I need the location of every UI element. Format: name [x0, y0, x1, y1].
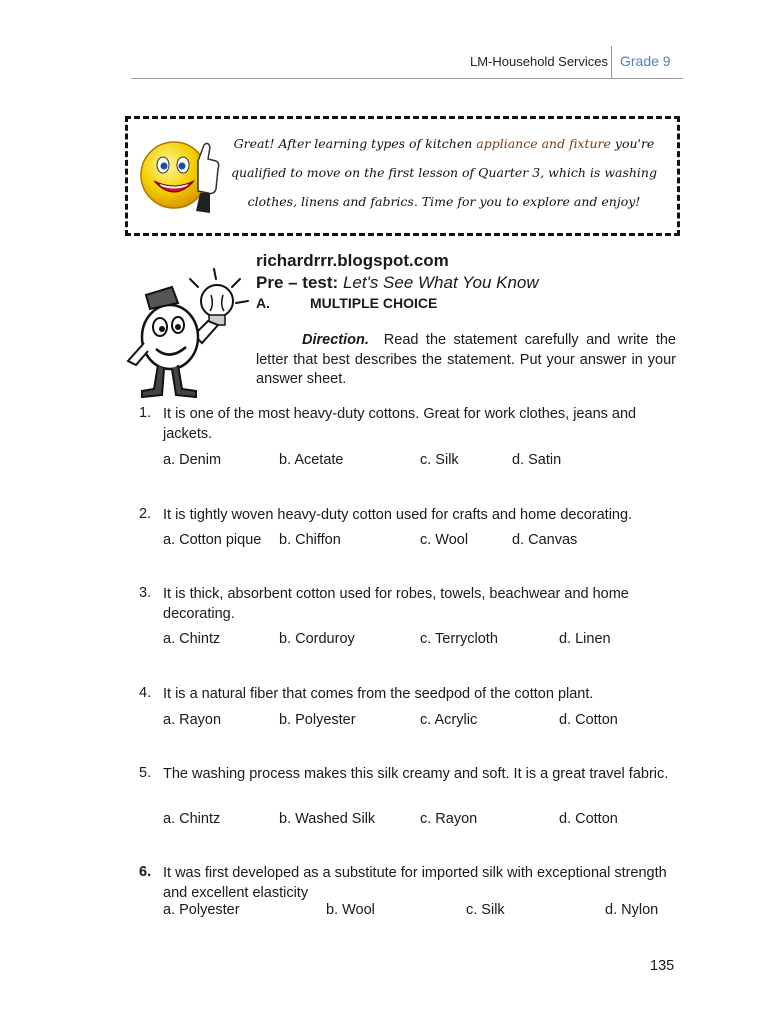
answer-option: a. Denim [163, 452, 222, 468]
pretest-label: Pre – test: [256, 273, 339, 292]
question-number: 4. [139, 685, 152, 701]
notice-line-3: clothes, linens and fabrics. Time for you to explore and enjoy! [247, 194, 641, 209]
pretest-title: Let's See What You Know [342, 273, 539, 292]
answer-option: c. Acrylic [420, 712, 478, 728]
answer-option: d. Canvas [512, 532, 578, 548]
section-heading [256, 295, 437, 311]
lightbulb-character-icon [122, 265, 252, 400]
answer-option: a. Chintz [163, 811, 221, 827]
question-number: 3. [139, 585, 152, 601]
answer-option: c. Silk [466, 902, 505, 918]
answer-option: a. Polyester [163, 902, 240, 918]
question-number: 1. [139, 405, 152, 421]
notice-line-2: qualified to move on the first lesson of Quarter 3, which is washing [231, 165, 657, 180]
website-url: richardrrr.blogspot.com [256, 251, 449, 270]
section-letter: A. [256, 295, 270, 311]
answer-option: a. Rayon [163, 712, 222, 728]
smiley-thumbs-up-icon [138, 131, 220, 217]
question-number: 5. [139, 765, 152, 781]
direction-paragraph [256, 331, 676, 390]
answer-option: c. Rayon [420, 811, 478, 827]
answer-option: b. Wool [326, 902, 375, 918]
question-text: It is tightly woven heavy-duty cotton used for crafts and home decorating. [163, 507, 633, 523]
answer-option: d. Satin [512, 452, 562, 468]
direction-text: Read the statement carefully and write the letter that best describes the statement. Put your answer in your answer sheet. [256, 332, 676, 387]
answer-option: d. Cotton [559, 712, 618, 728]
header-grade: Grade 9 [620, 53, 671, 69]
pretest-heading [256, 273, 539, 293]
page-number: 135 [650, 958, 675, 974]
header-rule [131, 78, 683, 79]
answer-option: a. Chintz [163, 631, 221, 647]
question-text: It is one of the most heavy-duty cottons. Great for work clothes, jeans and jackets. [163, 406, 637, 442]
question-text: It is thick, absorbent cotton used for robes, towels, beachwear and home decorating. [163, 586, 629, 622]
answer-option: a. Cotton pique [163, 532, 262, 548]
notice-line-1: Great! After learning types of kitchen appliance and fixture you're [233, 136, 655, 151]
answer-option: c. Silk [420, 452, 459, 468]
answer-option: d. Linen [559, 631, 611, 647]
section-title: MULTIPLE CHOICE [310, 295, 438, 311]
notice-highlight: appliance and fixture [476, 136, 611, 151]
question-number: 6. [139, 864, 152, 880]
answer-option: b. Acetate [279, 452, 344, 468]
answer-option: c. Terrycloth [420, 631, 498, 647]
answer-option: d. Nylon [605, 902, 659, 918]
answer-option: c. Wool [420, 532, 469, 548]
answer-option: b. Washed Silk [279, 811, 376, 827]
question-text: It is a natural fiber that comes from the seedpod of the cotton plant. [163, 686, 594, 702]
notice-box [125, 116, 680, 236]
answer-option: d. Cotton [559, 811, 618, 827]
question-text: It was first developed as a substitute for imported silk with exceptional strength and excellent elasticity [163, 865, 667, 901]
header-subject: LM-Household Services [470, 54, 609, 69]
header-separator [611, 46, 612, 78]
answer-option: b. Chiffon [279, 532, 341, 548]
answer-option: b. Polyester [279, 712, 356, 728]
notice-message [228, 129, 660, 216]
question-text: The washing process makes this silk creamy and soft. It is a great travel fabric. [163, 766, 669, 782]
direction-label: Direction. [302, 332, 369, 348]
answer-option: b. Corduroy [279, 631, 355, 647]
question-number: 2. [139, 506, 152, 522]
